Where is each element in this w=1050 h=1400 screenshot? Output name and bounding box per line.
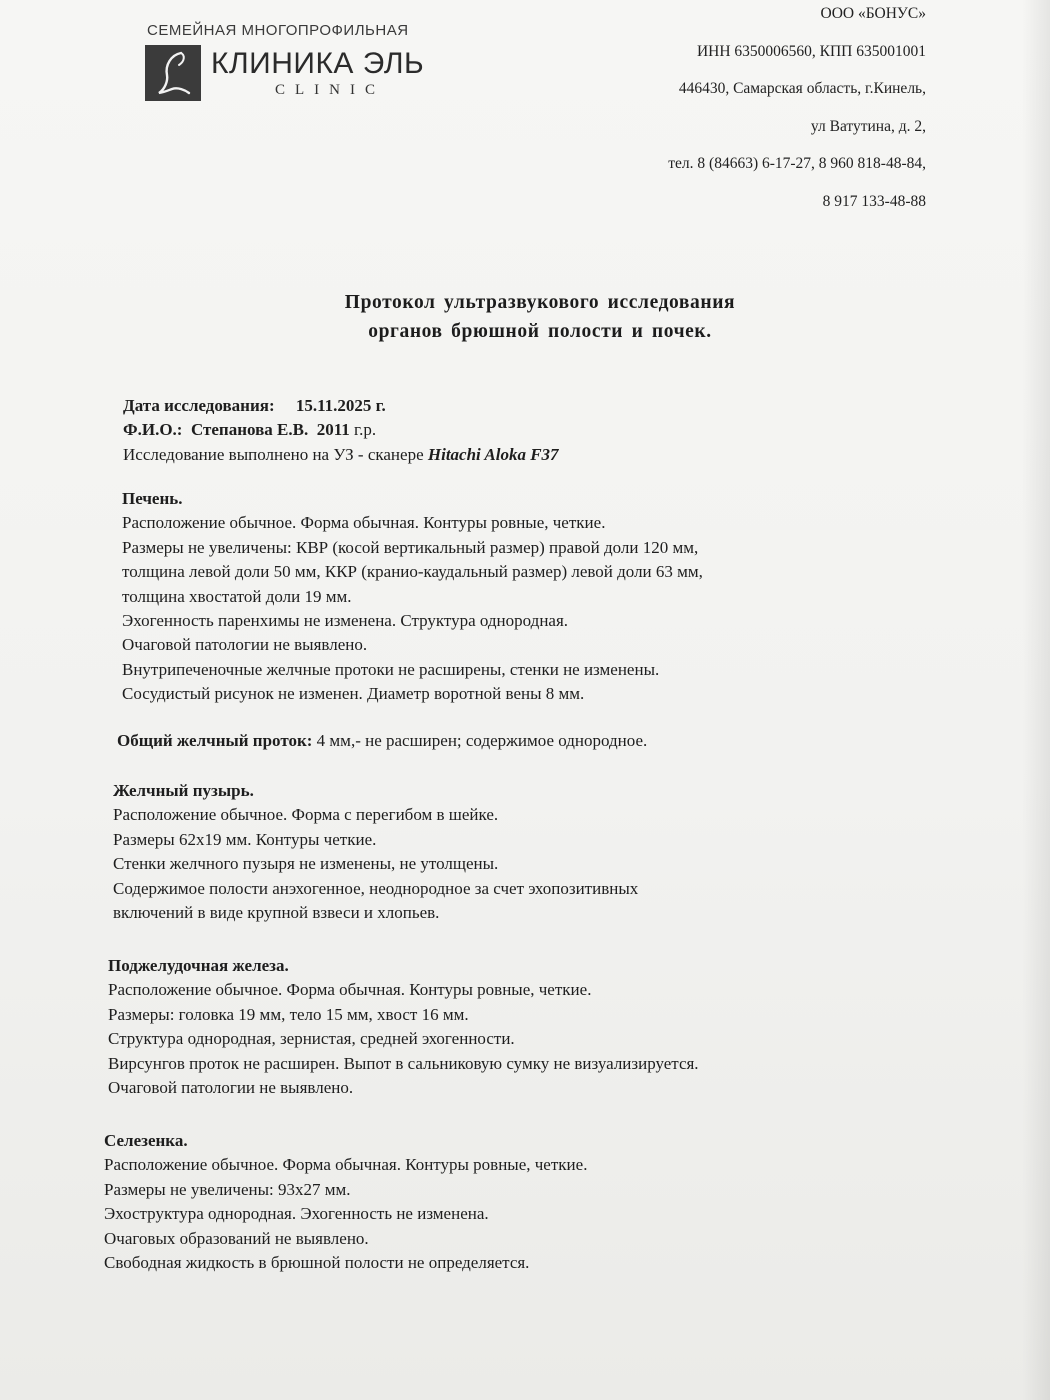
liver-line: Очаговой патологии не выявлено. (122, 635, 368, 655)
spleen-line: Размеры не увеличены: 93х27 мм. (104, 1179, 351, 1199)
clinic-tagline: СЕМЕЙНАЯ МНОГОПРОФИЛЬНАЯ (147, 22, 409, 39)
pancreas-line: Очаговой патологии не выявлено. (108, 1078, 354, 1098)
liver-line: Сосудистый рисунок не изменен. Диаметр воротной вены 8 мм. (122, 684, 585, 704)
company-requisites (668, 4, 926, 229)
clinic-logo-block (145, 22, 455, 101)
pancreas-line: Структура однородная, зернистая, средней эхогенности. (108, 1029, 515, 1049)
patient-info (123, 394, 559, 467)
gallbladder-line: включений в виде крупной взвеси и хлопьев. (113, 903, 440, 923)
spleen-line: Эхоструктура однородная. Эхогенность не изменена. (104, 1204, 489, 1224)
gallbladder-line: Размеры 62х19 мм. Контуры четкие. (113, 829, 377, 849)
company-address-street: ул Ватутина, д. 2, (810, 117, 926, 135)
pancreas-heading: Поджелудочная железа. (108, 956, 289, 975)
section-pancreas (108, 954, 699, 1100)
clinic-subtitle: CLINIC (275, 81, 385, 98)
exam-date-value: 15.11.2025 г. (295, 396, 386, 415)
gallbladder-line: Расположение обычное. Форма с перегибом в шейке. (113, 805, 499, 825)
clinic-name: КЛИНИКА ЭЛЬ (211, 46, 425, 80)
liver-line: Эхогенность паренхимы не изменена. Структура однородная. (122, 611, 569, 631)
liver-heading: Печень. (122, 489, 183, 508)
patient-name-value: Степанова Е.В. (190, 420, 309, 440)
scanner-text: Исследование выполнено на УЗ - сканере (123, 444, 424, 464)
pancreas-line: Размеры: головка 19 мм, тело 15 мм, хвост 16 мм. (108, 1004, 469, 1024)
company-phone-2: 8 917 133-48-88 (822, 192, 926, 210)
company-phone-1: тел. 8 (84663) 6-17-27, 8 960 818-48-84, (668, 155, 926, 172)
liver-line: Расположение обычное. Форма обычная. Контуры ровные, четкие. (122, 513, 606, 533)
clinic-logo-row (145, 45, 455, 101)
company-inn-kpp: ИНН 6350006560, КПП 635001001 (696, 42, 926, 60)
bile-duct-label: Общий желчный проток: (117, 731, 313, 750)
spleen-heading: Селезенка. (104, 1131, 188, 1150)
patient-name-row (123, 418, 559, 442)
spleen-line: Расположение обычное. Форма обычная. Контуры ровные, четкие. (104, 1155, 588, 1175)
gallbladder-line: Стенки желчного пузыря не изменены, не утолщены. (113, 854, 499, 874)
exam-date-row (123, 394, 559, 418)
document-title-line-1: Протокол ультразвукового исследования (344, 292, 736, 313)
patient-birth-year: 2011 (316, 420, 350, 440)
section-liver (122, 487, 703, 707)
section-bile-duct (117, 729, 647, 753)
company-address-city: 446430, Самарская область, г.Кинель, (678, 80, 926, 97)
section-spleen (104, 1129, 587, 1275)
liver-line: Внутрипеченочные желчные протоки не расширены, стенки не изменены. (122, 659, 660, 679)
section-gallbladder (113, 779, 638, 925)
clinic-logo-text (211, 48, 424, 99)
document-title (280, 288, 800, 346)
clinic-logo-icon (145, 45, 201, 101)
scanner-row (123, 443, 559, 467)
spleen-line: Очаговых образований не выявлено. (104, 1228, 369, 1248)
patient-name-label: Ф.И.О.: (123, 420, 183, 440)
company-name: ООО «БОНУС» (820, 5, 926, 22)
liver-line: толщина хвостатой доли 19 мм. (122, 586, 352, 606)
scanner-model: Hitachi Aloka F37 (427, 444, 559, 464)
pancreas-line: Расположение обычное. Форма обычная. Контуры ровные, четкие. (108, 980, 592, 1000)
bile-duct-text: 4 мм,- не расширен; содержимое однородное. (316, 731, 648, 750)
liver-line: Размеры не увеличены: КВР (косой вертикальный размер) правой доли 120 мм, (122, 537, 699, 557)
patient-birth-suffix: г.р. (354, 420, 377, 440)
gallbladder-heading: Желчный пузырь. (113, 781, 254, 800)
bile-duct-row (117, 729, 647, 753)
exam-date-label: Дата исследования: (123, 396, 275, 415)
gallbladder-line: Содержимое полости анэхогенное, неоднородное за счет эхопозитивных (113, 878, 639, 898)
spleen-line: Свободная жидкость в брюшной полости не определяется. (104, 1253, 530, 1273)
pancreas-line: Вирсунгов проток не расширен. Выпот в сальниковую сумку не визуализируется. (108, 1053, 699, 1073)
liver-line: толщина левой доли 50 мм, ККР (кранио-каудальный размер) левой доли 63 мм, (122, 562, 703, 582)
document-title-line-2: органов брюшной полости и почек. (368, 321, 712, 342)
